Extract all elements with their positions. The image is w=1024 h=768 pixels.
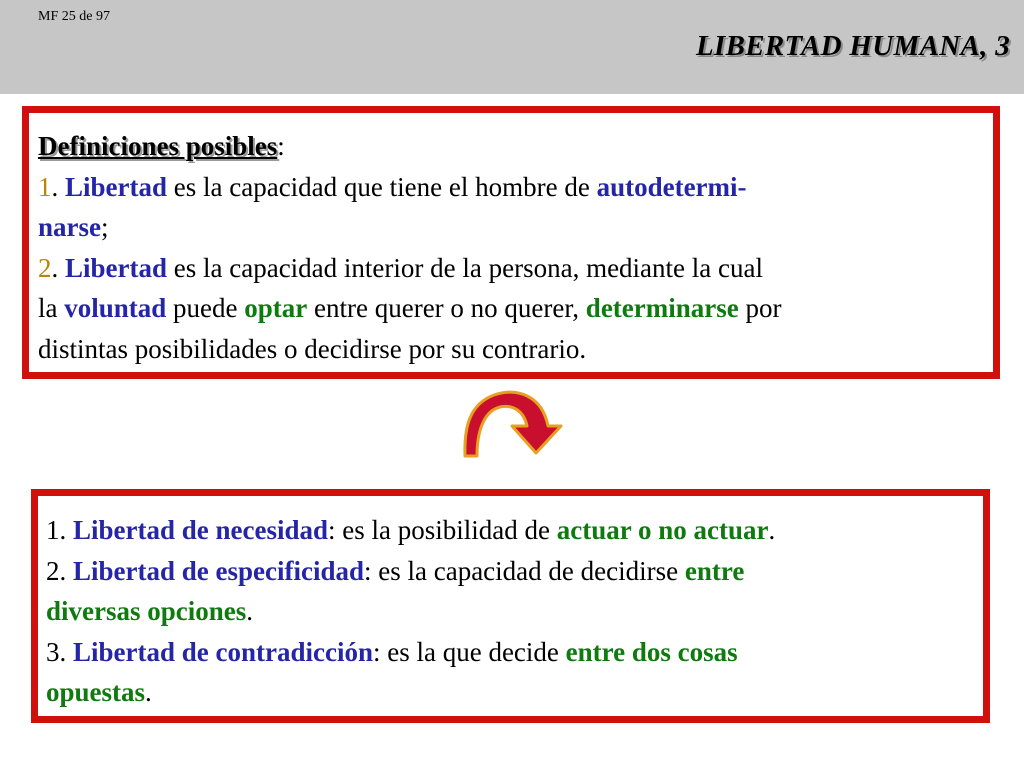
definition-2-text-4: entre querer o no querer, (307, 293, 586, 323)
freedom-type-3-term: Libertad de contradicción (73, 636, 373, 667)
definition-2-text-5: por (738, 293, 782, 323)
heading-colon: : (277, 131, 285, 161)
definition-2-text-6: distintas posibilidades o decidirse por su contrario. (38, 333, 587, 364)
freedom-type-3-line-2 (46, 672, 975, 713)
definition-1-line-2 (38, 207, 985, 248)
freedom-type-2-end: . (246, 596, 254, 626)
freedom-type-1-term: Libertad de necesidad (73, 515, 329, 545)
freedom-type-2-text: : es la capacidad de decidirse (364, 555, 685, 586)
freedom-type-2-number: 2. (46, 555, 73, 586)
definition-2-line-1 (38, 248, 985, 289)
definition-1-keyword-a: autodetermi- (596, 171, 747, 202)
definition-2-text-2: la (38, 293, 65, 323)
freedom-type-1-number: 1. (46, 515, 73, 545)
definition-2-number: 2 (38, 252, 52, 283)
header-bar (0, 0, 1024, 94)
freedom-type-2-line-1 (46, 551, 975, 592)
freedom-type-2-keyword-b: diversas opciones (46, 596, 247, 626)
freedom-type-3-line-1 (46, 632, 975, 673)
freedom-type-3-keyword-b: opuestas (46, 677, 146, 707)
freedom-type-3-end: . (145, 677, 152, 707)
definition-2-keyword-determinarse: determinarse (585, 293, 739, 323)
freedom-type-1-keyword: actuar o no actuar (556, 515, 769, 545)
freedom-type-1-line (46, 510, 975, 551)
freedom-type-2-line-2 (46, 591, 975, 632)
freedom-type-3-keyword-a: entre dos cosas (565, 636, 738, 667)
definitions-box (22, 106, 1000, 379)
freedom-type-1-end: . (768, 515, 776, 545)
definition-1-line-1 (38, 167, 985, 208)
page-counter: MF 25 de 97 (38, 9, 110, 24)
definition-2-line-2 (38, 288, 985, 329)
definition-2-keyword-optar: optar (244, 293, 308, 323)
definition-1-term: Libertad (65, 171, 168, 202)
arrow-body (465, 392, 561, 456)
definition-1-end: ; (101, 212, 109, 242)
definitions-heading: Definiciones posibles (38, 131, 278, 161)
definitions-heading-line (38, 126, 985, 167)
definition-2-text-1: es la capacidad interior de la persona, mediante la cual (167, 252, 763, 283)
definition-2-line-3 (38, 329, 985, 370)
definition-2-keyword-voluntad: voluntad (64, 293, 167, 323)
freedom-type-1-text: : es la posibilidad de (328, 515, 557, 545)
freedom-types-box (31, 489, 990, 723)
definition-1-keyword-b: narse (38, 212, 101, 242)
curved-down-arrow-icon (460, 386, 570, 462)
definition-1-dot: . (51, 171, 65, 202)
definition-1-number: 1 (38, 171, 52, 202)
freedom-type-3-text: : es la que decide (372, 636, 566, 667)
definition-2-term: Libertad (65, 252, 168, 283)
freedom-type-2-term: Libertad de especificidad (73, 555, 364, 586)
slide-title: LIBERTAD HUMANA, 3 (696, 30, 1010, 62)
freedom-type-2-keyword-a: entre (684, 555, 745, 586)
definition-2-text-3: puede (166, 293, 245, 323)
definition-1-text: es la capacidad que tiene el hombre de (167, 171, 597, 202)
freedom-type-3-number: 3. (46, 636, 73, 667)
definition-2-dot: . (51, 252, 65, 283)
